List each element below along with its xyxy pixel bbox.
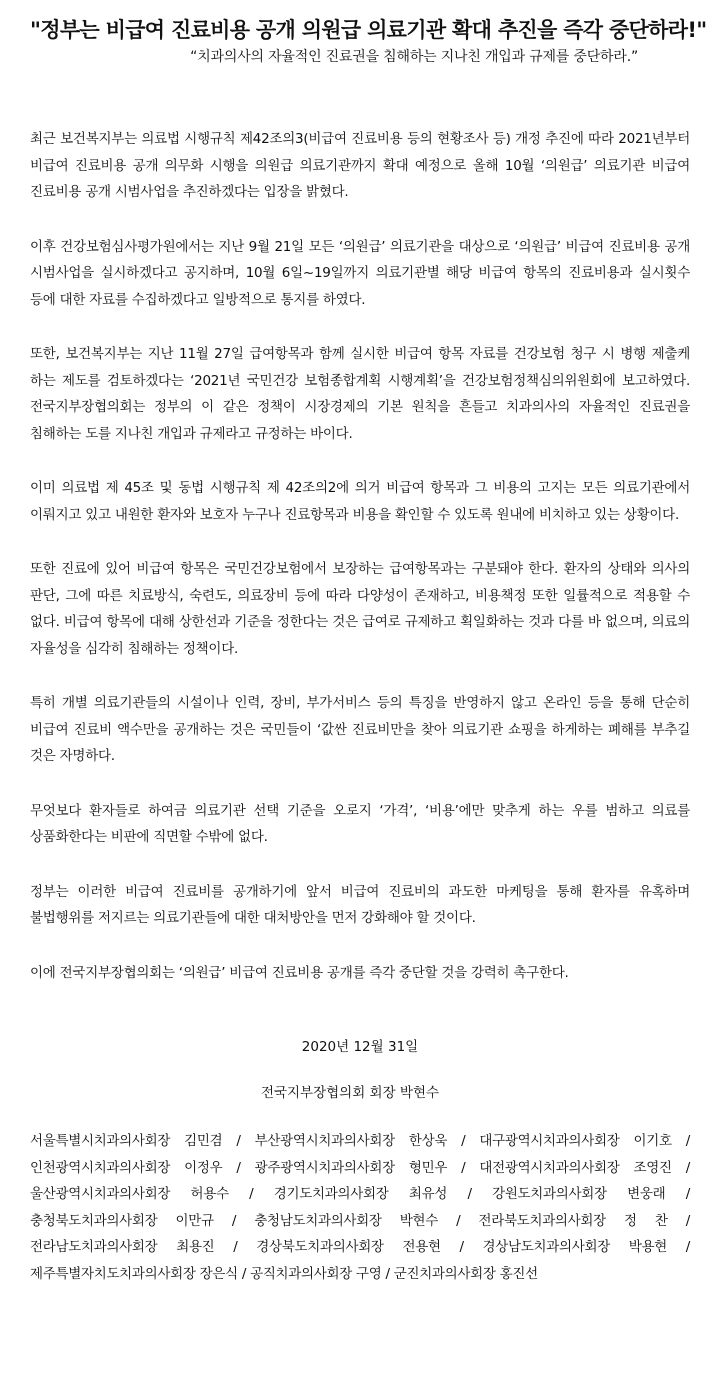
body-paragraph: 정부는 이러한 비급여 진료비를 공개하기에 앞서 비급여 진료비의 과도한 마케팅을 통해 환자를 유혹하며 불법행위를 저지르는 의료기관들에 대한 대처방안을 먼저 강화해야 할 것이다. <box>30 883 690 926</box>
statement-subtitle: “치과의사의 자율적인 진료권을 침해하는 지나친 개입과 규제를 중단하라.” <box>190 49 638 65</box>
statement-date: 2020년 12월 31일 <box>301 1039 419 1055</box>
body-paragraph: 무엇보다 환자들로 하여금 의료기관 선택 기준을 오로지 ‘가격’, ‘비용’에만 맞추게 하는 우를 범하고 의료를 상품화한다는 비판에 직면할 수밖에 없다. <box>30 802 690 845</box>
cosigner-list: 서울특별시치과의사회장 김민겸 / 부산광역시치과의사회장 한상욱 / 대구광역시치과의사회장 이기호 / 인천광역시치과의사회장 이정우 / 광주광역시치과의사회장 형민우 / 대전광역시치과의사회장 조영진 / 울산광역시치과의사회장 허용수 / 경기도치과의사회장 최유성 / 강원도치과의사회장 변웅래 / 충청북도치과의사회장 이만규 / 충청남도치과의사회장 박현수 / 전라북도치과의사회장 정 찬 / 전라남도치과의사회장 최용진 / 경상북도치과의사회장 전용현 / 경상남도치과의사회장 박용현 / 제주특별자치도치과의사회장 장은식 / 공직치과의사회장 구영 / 군진치과의사회장 홍진선 <box>30 1133 690 1282</box>
body-paragraph: 또한 진료에 있어 비급여 항목은 국민건강보험에서 보장하는 급여항목과는 구분돼야 한다. 환자의 상태와 의사의 판단, 그에 따른 치료방식, 숙련도, 의료장비 등에 따라 다양성이 존재하고, 비용책정 또한 일률적으로 적용할 수 없다. 비급여 항목에 대해 상한선과 기준을 정한다는 것은 급여로 규제하고 획일화하는 것과 다를 바 없으며, 의료의 자율성을 심각히 침해하는 정책이다. <box>30 561 690 657</box>
body-paragraph: 특히 개별 의료기관들의 시설이나 인력, 장비, 부가서비스 등의 특징을 반영하지 않고 온라인 등을 통해 단순히 비급여 진료비 액수만을 공개하는 것은 국민들이 ‘값싼 진료비만을 찾아 의료기관 쇼핑을 하게하는 폐해를 부추길 것은 자명하다. <box>30 695 690 764</box>
statement-body <box>30 126 690 986</box>
body-paragraph: 최근 보건복지부는 의료법 시행규칙 제42조의3(비급여 진료비용 등의 현황조사 등) 개정 추진에 따라 2021년부터 비급여 진료비용 공개 의무화 시행을 의원급 의료기관까지 확대 예정으로 올해 10월 ‘의원급’ 의료기관 비급여 진료비용 공개 시범사업을 추진하겠다는 입장을 밝혔다. <box>30 131 690 200</box>
body-paragraph: 이미 의료법 제 45조 및 동법 시행규칙 제 42조의2에 의거 비급여 항목과 그 비용의 고지는 모든 의료기관에서 이뤄지고 있고 내원한 환자와 보호자 누구나 진료항목과 비용을 확인할 수 있도록 원내에 비치하고 있는 상황이다. <box>30 480 690 523</box>
statement-document <box>30 16 707 1287</box>
body-paragraph: 이에 전국지부장협의회는 ‘의원급’ 비급여 진료비용 공개를 즉각 중단할 것을 강력히 촉구한다. <box>30 964 569 981</box>
body-paragraph: 또한, 보건복지부는 지난 11월 27일 급여항목과 함께 실시한 비급여 항목 자료를 건강보험 청구 시 병행 제출케 하는 제도를 검토하겠다는 ‘2021년 국민건강 보험종합계획 시행계획’을 건강보험정책심의위원회에 보고하였다. 전국지부장협의회는 정부의 이 같은 정책이 시장경제의 기본 원칙을 흔들고 치과의사의 자율적인 진료권을 침해하는 도를 지나친 개입과 규제라고 규정하는 바이다. <box>30 346 690 442</box>
statement-title: "정부는 비급여 진료비용 공개 의원급 의료기관 확대 추진을 즉각 중단하라!" <box>30 18 707 42</box>
statement-signer: 전국지부장협의회 회장 박현수 <box>260 1085 440 1101</box>
body-paragraph: 이후 건강보험심사평가원에서는 지난 9월 21일 모든 ‘의원급’ 의료기관을 대상으로 ‘의원급’ 비급여 진료비용 공개 시범사업을 실시하겠다고 공지하며, 10월 6일~19일까지 의료기관별 해당 비급여 항목의 진료비용과 실시횟수 등에 대한 자료를 수집하겠다고 일방적으로 통지를 하였다. <box>30 238 690 308</box>
